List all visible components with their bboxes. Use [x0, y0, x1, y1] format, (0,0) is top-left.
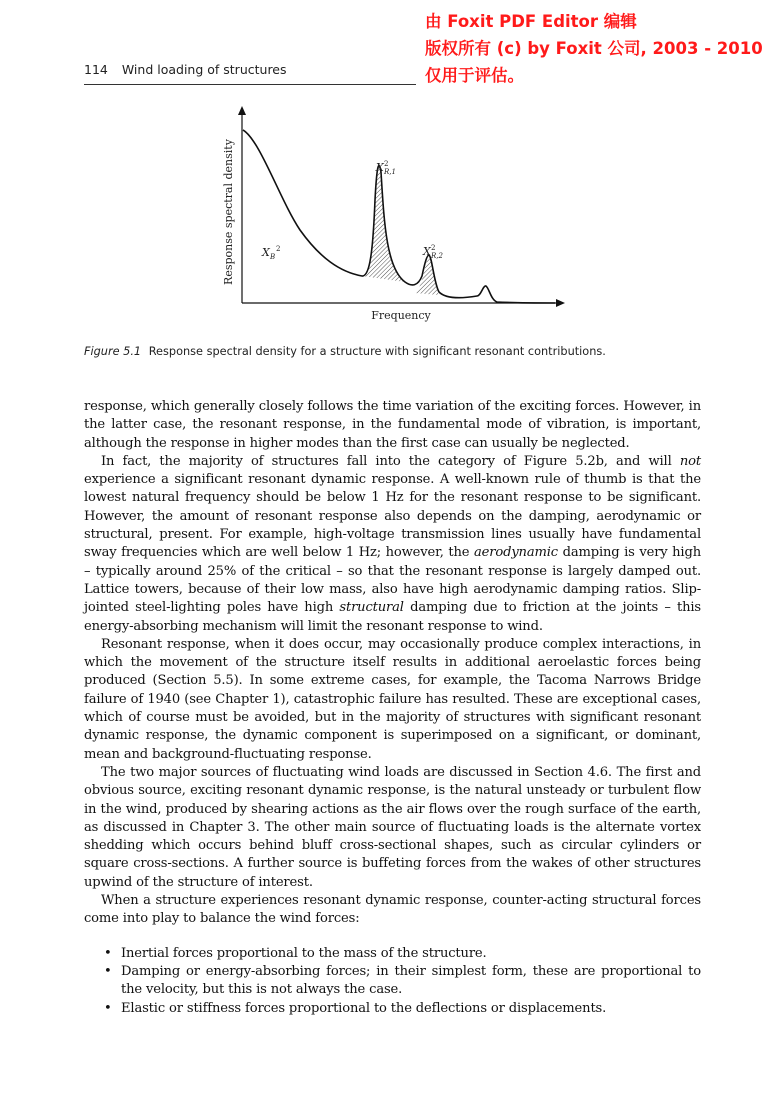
- resonant-area-1: [362, 165, 405, 282]
- running-title: Wind loading of structures: [121, 62, 287, 77]
- xr2-sub: R,2: [431, 252, 443, 260]
- xr1-base: X: [376, 161, 384, 174]
- paragraph-2-text-g: damping due to friction at the joints – this energy-absorbing mechanism will limit the resonant response to wind.: [84, 600, 701, 634]
- annotation-xb: [261, 245, 280, 261]
- paragraph-2-text-c: experience a significant resonant dynamic response. A well-known rule of thumb is that the lowest natural frequency should be below 1 Hz for the resonant response to be significant. However, the amount of resonant response also depends on the damping, aerodynamic or structural, present. For example, high-voltage transmission lines usually have fundamental sway frequencies which are well below 1 Hz; however, the: [84, 472, 701, 561]
- xb-base: X: [262, 246, 270, 259]
- paragraph-2-text-a: In fact, the majority of structures fall into the category of Figure 5.2b, and will: [101, 453, 680, 469]
- header-rule: [84, 84, 416, 85]
- bullet-marker: •: [104, 945, 112, 961]
- annotation-xr2: [422, 244, 443, 260]
- xr2-sup: 2: [431, 244, 436, 252]
- xb-sub: B: [270, 253, 276, 261]
- paragraph-2-text-e: damping is very high – typically around 25% of the critical – so that the resonant response is largely damped out. Lattice towers, because of their low mass, also have high aerodynamic damping ratios. Slip-jointed steel-lighting poles have high: [84, 545, 701, 616]
- spectral-density-figure: [215, 100, 585, 325]
- list-item: [84, 1000, 701, 1018]
- figure-caption-text: Response spectral density for a structure with significant resonant contributions.: [148, 345, 606, 358]
- paragraph-2-emphasis-structural: structural: [339, 600, 404, 616]
- list-item-text: Inertial forces proportional to the mass of the structure.: [121, 945, 487, 961]
- list-item: [84, 945, 701, 963]
- foxit-watermark: [425, 8, 780, 89]
- watermark-line-1: 由 Foxit PDF Editor 编辑: [425, 12, 637, 31]
- paragraph-2: [84, 453, 701, 636]
- paragraph-4: The two major sources of fluctuating wind loads are discussed in Section 4.6. The first and obvious source, exciting resonant dynamic response, is the natural unsteady or turbulent flow in the wind, produced by shearing actions as the air flows over the rough surface of the earth, as discussed in Chapter 3. The other main source of fluctuating loads is the alternate vortex shedding which occurs behind bluff cross-sectional shapes, such as circular cylinders or square cross-sections. A further source is buffeting forces from the wakes of other structures upwind of the structure of interest.: [84, 764, 701, 890]
- y-axis-arrow: [238, 106, 246, 115]
- paragraph-5: When a structure experiences resonant dynamic response, counter-acting structural forces come into play to balance the wind forces:: [84, 893, 701, 927]
- list-item: [84, 963, 701, 1000]
- figure-caption: [84, 345, 704, 358]
- xr2-base: X: [423, 245, 431, 258]
- paragraph-2-emphasis-aerodynamic: aerodynamic: [473, 545, 558, 561]
- paragraph-3: Resonant response, when it does occur, may occasionally produce complex interactions, in which the movement of the structure itself results in additional aeroelastic forces being produced (Section 5.5). In some extreme cases, for example, the Tacoma Narrows Bridge failure of 1940 (see Chapter 1), catastrophic failure has resulted. These are exceptional cases, which of course must be avoided, but in the majority of structures with significant resonant dynamic response, the dynamic component is superimposed on a significant, or dominant, mean and background-fluctuating response.: [84, 636, 701, 762]
- x-axis-label: Frequency: [371, 309, 431, 322]
- x-axis-arrow: [556, 299, 565, 307]
- resonant-area-2: [415, 255, 439, 295]
- page-number: 114: [84, 62, 108, 77]
- xr1-sup: 2: [384, 160, 389, 168]
- figure-caption-label: Figure 5.1: [84, 345, 142, 358]
- annotation-xr1: [375, 160, 396, 176]
- paragraph-1: response, which generally closely follows the time variation of the exciting forces. However, in the latter case, the resonant response, in the fundamental mode of vibration, is important, although the response in higher modes than the first case can usually be neglected.: [84, 399, 701, 451]
- y-axis-label: Response spectral density: [222, 139, 235, 285]
- bullet-list: [84, 945, 701, 1018]
- list-item-text: Damping or energy-absorbing forces; in their simplest form, these are proportional to the velocity, but this is not always the case.: [121, 963, 701, 998]
- watermark-line-2: 版权所有 (c) by Foxit 公司, 2003 - 2010: [425, 39, 763, 58]
- bullet-marker: •: [104, 1000, 112, 1016]
- watermark-line-3: 仅用于评估。: [425, 66, 524, 85]
- figure-canvas: [215, 100, 585, 325]
- xr1-sub: R,1: [384, 168, 396, 176]
- paragraph-2-emphasis-not: not: [679, 453, 701, 469]
- list-item-text: Elastic or stiffness forces proportional to the deflections or displacements.: [121, 1000, 607, 1016]
- xb-sup: 2: [276, 245, 281, 253]
- body-text: [84, 398, 701, 1018]
- running-header: [84, 62, 287, 77]
- bullet-marker: •: [104, 963, 112, 979]
